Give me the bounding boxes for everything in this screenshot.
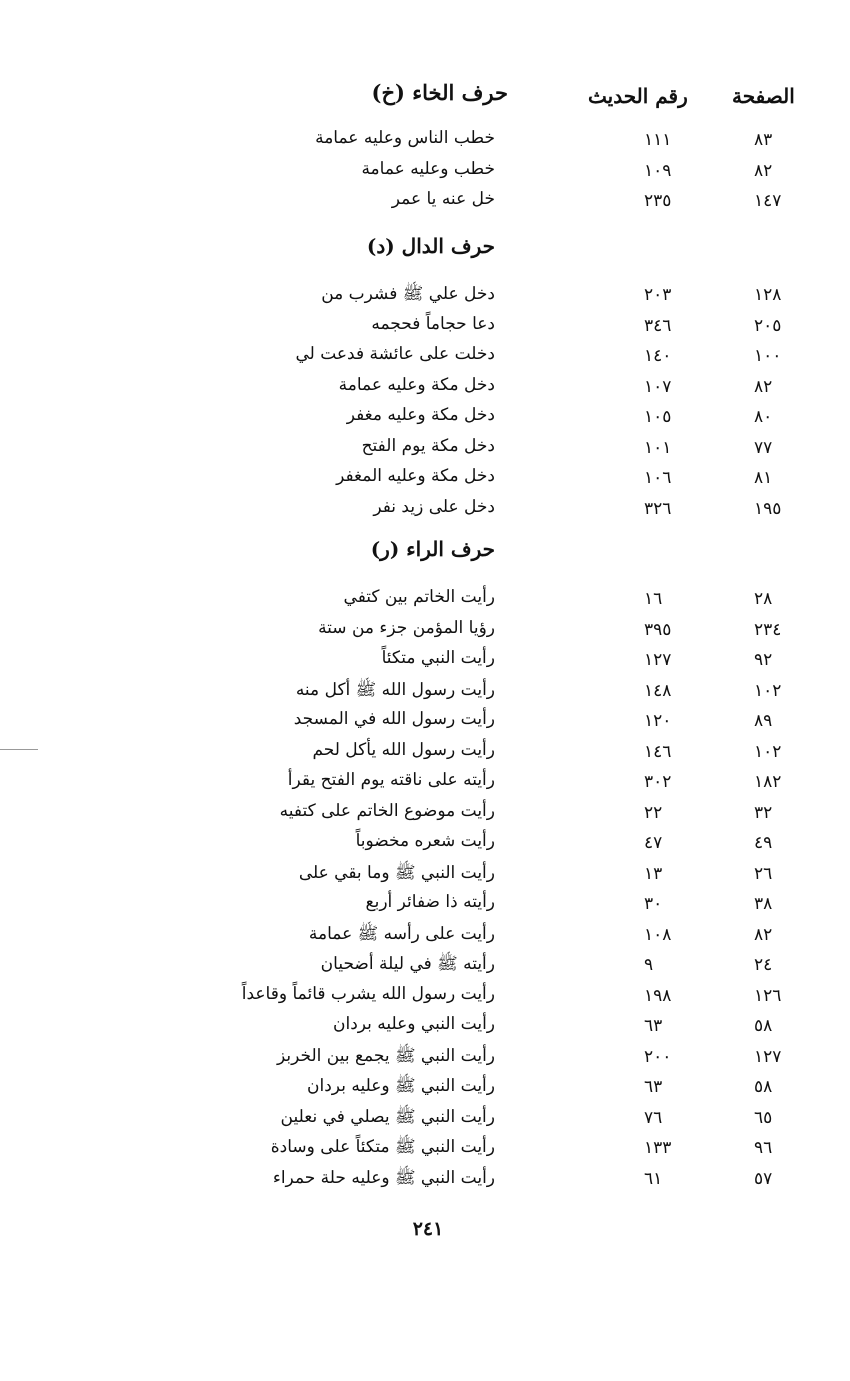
page-ref: ٣٨ [754, 894, 773, 914]
section-heading-dal: حرف الدال (د) [366, 234, 495, 258]
hadith-number: ٣٩٥ [644, 619, 672, 640]
hadith-number: ١٠٧ [644, 376, 672, 397]
index-row [0, 342, 850, 373]
hadith-text: رأيت رسول الله في المسجد [293, 709, 495, 729]
hadith-text: دخلت على عائشة فدعت لي [295, 344, 495, 364]
hadith-number: ١٤٨ [644, 680, 672, 701]
section-dal-rows [0, 281, 850, 525]
hadith-number: ٧٦ [644, 1107, 663, 1128]
hadith-text: رأيت النبي ﷺ يجمع بين الخربز [277, 1045, 495, 1066]
hadith-number: ١٢٠ [644, 711, 672, 731]
hadith-text: خطب الناس وعليه عمامة [315, 128, 495, 148]
index-row [0, 616, 850, 647]
hadith-text: رأيت النبي وعليه بردان [332, 1014, 495, 1034]
page-ref: ٢٣٤ [754, 619, 782, 640]
hadith-number: ٣٤٦ [644, 315, 672, 336]
page-ref: ١٠٢ [754, 680, 782, 701]
page-ref: ٨٣ [754, 130, 773, 150]
index-row [0, 464, 850, 495]
page-ref: ٨٢ [754, 376, 773, 397]
index-row [0, 281, 850, 312]
page-ref: ٣٢ [754, 802, 773, 823]
index-row [0, 1165, 850, 1196]
hadith-text: رأيت النبي ﷺ وما بقي على [298, 862, 495, 883]
hadith-number: ٦٣ [644, 1077, 663, 1097]
index-row [0, 373, 850, 404]
hadith-number: ٣٠٢ [644, 772, 672, 792]
index-row [0, 890, 850, 921]
page-ref: ١٢٦ [754, 985, 782, 1006]
page-ref: ٦٥ [754, 1107, 773, 1128]
index-row [0, 157, 850, 188]
index-row [0, 187, 850, 218]
index-row [0, 495, 850, 526]
hadith-number: ٣٠ [644, 894, 663, 914]
page-ref: ٤٩ [754, 833, 773, 853]
hadith-text: دخل مكة وعليه المغفر [336, 466, 495, 486]
page-ref: ٨١ [754, 468, 773, 488]
index-row [0, 799, 850, 830]
hadith-text: رأيته على ناقته يوم الفتح يقرأ [287, 770, 495, 790]
hadith-text: رأيت موضوع الخاتم على كتفيه [279, 800, 495, 821]
hadith-text: خطب وعليه عمامة [361, 158, 495, 179]
hadith-text: رأيته ذا ضفائر أربع [365, 892, 495, 912]
hadith-number: ١٠١ [644, 437, 672, 458]
index-row [0, 829, 850, 860]
hadith-number: ١٠٥ [644, 407, 672, 427]
hadith-number: ١١١ [644, 130, 672, 150]
index-row [0, 1073, 850, 1104]
hadith-text: رأيت رسول الله يأكل لحم [312, 739, 495, 760]
index-row [0, 707, 850, 738]
page-ref: ٨٩ [754, 711, 773, 731]
hadith-number: ٢٢ [644, 802, 663, 823]
hadith-text: دخل مكة وعليه مغفر [346, 405, 495, 425]
hadith-text: دخل على زيد نفر [373, 496, 495, 517]
hadith-number: ١٠٦ [644, 468, 672, 488]
hadith-text: رأيت رسول الله يشرب قائماً وقاعداً [241, 983, 495, 1004]
hadith-number: ٣٢٦ [644, 498, 672, 519]
index-row [0, 403, 850, 434]
index-row [0, 312, 850, 343]
hadith-text: دخل علي ﷺ فشرب من [321, 284, 495, 304]
hadith-number: ١٦ [644, 589, 663, 609]
hadith-text: رأيت النبي متكئاً [381, 648, 495, 668]
page-ref: ٩٢ [754, 650, 773, 670]
hadith-number: ١٠٨ [644, 924, 672, 945]
column-header-hadith-number: رقم الحديث [588, 84, 688, 108]
page-ref: ٢٨ [754, 589, 773, 609]
hadith-text: رأيت النبي ﷺ متكئاً على وسادة [270, 1137, 495, 1157]
index-row [0, 126, 850, 157]
index-row [0, 585, 850, 616]
margin-line [0, 749, 38, 750]
page-ref: ١٢٨ [754, 285, 782, 305]
hadith-text: رأيت النبي ﷺ يصلي في نعلين [280, 1106, 495, 1127]
page-ref: ٩٦ [754, 1138, 773, 1158]
hadith-number: ٢٣٥ [644, 191, 672, 211]
index-row [0, 860, 850, 891]
page-ref: ٨٢ [754, 924, 773, 945]
page-ref: ٧٧ [754, 437, 773, 458]
hadith-number: ٦٣ [644, 1016, 663, 1036]
hadith-number: ٩ [644, 955, 654, 975]
page-ref: ١٨٢ [754, 772, 782, 792]
page-ref: ١٩٥ [754, 498, 782, 519]
page-ref: ٥٧ [754, 1168, 773, 1189]
section-heading-ra: حرف الراء (ر) [370, 537, 495, 561]
section-heading-kha: حرف الخاء (خ) [371, 80, 508, 105]
page-ref: ٥٨ [754, 1016, 773, 1036]
column-header-page: الصفحة [732, 84, 795, 108]
hadith-text: رأيت النبي ﷺ وعليه حلة حمراء [272, 1167, 495, 1188]
page-ref: ٢٠٥ [754, 315, 782, 336]
page-ref: ٢٤ [754, 955, 773, 975]
hadith-number: ١٤٦ [644, 741, 672, 762]
hadith-text: رأيت على رأسه ﷺ عمامة [308, 923, 495, 944]
hadith-text: خل عنه يا عمر [391, 189, 495, 209]
hadith-text: رؤيا المؤمن جزء من ستة [318, 617, 495, 638]
hadith-number: ٢٠٣ [644, 285, 672, 305]
hadith-number: ٦١ [644, 1168, 663, 1189]
hadith-number: ١٠٩ [644, 160, 672, 181]
section-ra-rows [0, 585, 850, 1195]
hadith-text: دعا حجاماً فحجمه [371, 313, 495, 334]
index-row [0, 677, 850, 708]
hadith-text: رأيته ﷺ في ليلة أضحيان [320, 954, 495, 974]
hadith-number: ١٤٠ [644, 346, 672, 366]
page-number: ٢٤١ [412, 1218, 444, 1240]
hadith-text: رأيت الخاتم بين كتفي [343, 587, 495, 607]
hadith-number: ٤٧ [644, 833, 663, 853]
hadith-text: دخل مكة وعليه عمامة [338, 374, 495, 395]
hadith-text: دخل مكة يوم الفتح [361, 435, 495, 456]
page-ref: ١٤٧ [754, 191, 782, 211]
index-row [0, 921, 850, 952]
page-ref: ١٠٢ [754, 741, 782, 762]
index-row [0, 768, 850, 799]
section-kha-rows [0, 126, 850, 218]
hadith-number: ١٩٨ [644, 985, 672, 1006]
page-ref: ٥٨ [754, 1077, 773, 1097]
index-header [0, 80, 850, 114]
index-row [0, 434, 850, 465]
hadith-text: رأيت رسول الله ﷺ أكل منه [295, 679, 495, 700]
page-ref: ١٢٧ [754, 1046, 782, 1067]
index-row [0, 1043, 850, 1074]
index-row [0, 951, 850, 982]
page-ref: ٨٠ [754, 407, 773, 427]
index-row [0, 646, 850, 677]
index-row [0, 982, 850, 1013]
page-ref: ٨٢ [754, 160, 773, 181]
hadith-number: ١٣ [644, 863, 663, 884]
hadith-number: ٢٠٠ [644, 1046, 672, 1067]
hadith-number: ١٢٧ [644, 650, 672, 670]
index-row [0, 1104, 850, 1135]
index-row [0, 1012, 850, 1043]
hadith-text: رأيت شعره مخضوباً [355, 831, 495, 851]
hadith-number: ١٣٣ [644, 1138, 672, 1158]
hadith-text: رأيت النبي ﷺ وعليه بردان [307, 1076, 495, 1096]
page-ref: ١٠٠ [754, 346, 782, 366]
index-row [0, 738, 850, 769]
index-row [0, 1134, 850, 1165]
page-ref: ٢٦ [754, 863, 773, 884]
